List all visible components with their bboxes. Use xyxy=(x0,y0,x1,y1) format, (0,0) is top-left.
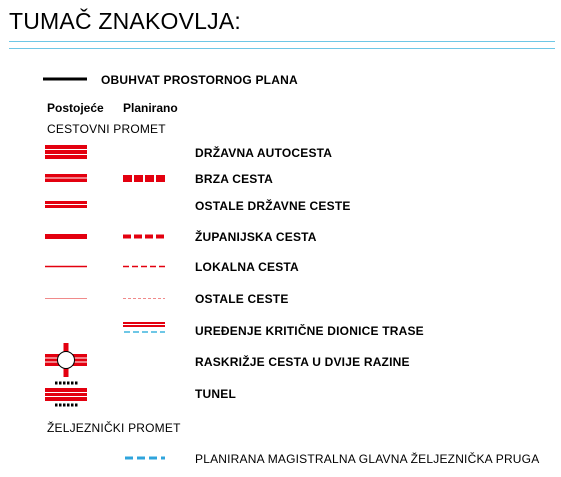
column-existing: Postojeće xyxy=(47,101,104,115)
tunnel-label: TUNEL xyxy=(195,387,236,401)
motorway-existing-symbol xyxy=(45,145,87,159)
county-road-planned-symbol xyxy=(123,234,165,239)
state-road-label: OSTALE DRŽAVNE CESTE xyxy=(195,199,351,213)
interchange-existing-symbol xyxy=(45,343,87,377)
legend-title: TUMAČ ZNAKOVLJA: xyxy=(9,8,241,34)
critical-section-label: UREĐENJE KRITIČNE DIONICE TRASE xyxy=(195,324,424,338)
tunnel-existing-symbol xyxy=(45,381,87,407)
state-road-existing-symbol xyxy=(45,201,87,208)
expressway-existing-symbol xyxy=(45,174,87,182)
rail-planned-label: PLANIRANA MAGISTRALNA GLAVNA ŽELJEZNIČKA PRUGA xyxy=(195,452,540,466)
column-planned: Planirano xyxy=(123,101,178,115)
other-road-planned-symbol xyxy=(123,297,165,300)
rail-section-heading: ŽELJEZNIČKI PROMET xyxy=(47,421,181,435)
road-section-heading: CESTOVNI PROMET xyxy=(47,122,166,136)
interchange-label: RASKRIŽJE CESTA U DVIJE RAZINE xyxy=(195,355,410,369)
county-road-existing-symbol xyxy=(45,234,87,239)
motorway-label: DRŽAVNA AUTOCESTA xyxy=(195,146,333,160)
local-road-existing-symbol xyxy=(45,265,87,268)
title-rule-bottom xyxy=(9,48,555,49)
expressway-label: BRZA CESTA xyxy=(195,172,273,186)
boundary-line-symbol xyxy=(43,76,87,82)
rail-planned-symbol xyxy=(123,456,165,460)
title-rule-top xyxy=(9,41,555,42)
local-road-label: LOKALNA CESTA xyxy=(195,260,299,274)
boundary-label: OBUHVAT PROSTORNOG PLANA xyxy=(101,73,298,87)
expressway-planned-symbol xyxy=(123,175,165,182)
other-road-label: OSTALE CESTE xyxy=(195,292,289,306)
other-road-existing-symbol xyxy=(45,297,87,300)
critical-section-planned-symbol xyxy=(123,322,165,334)
local-road-planned-symbol xyxy=(123,265,165,268)
county-road-label: ŽUPANIJSKA CESTA xyxy=(195,230,317,244)
